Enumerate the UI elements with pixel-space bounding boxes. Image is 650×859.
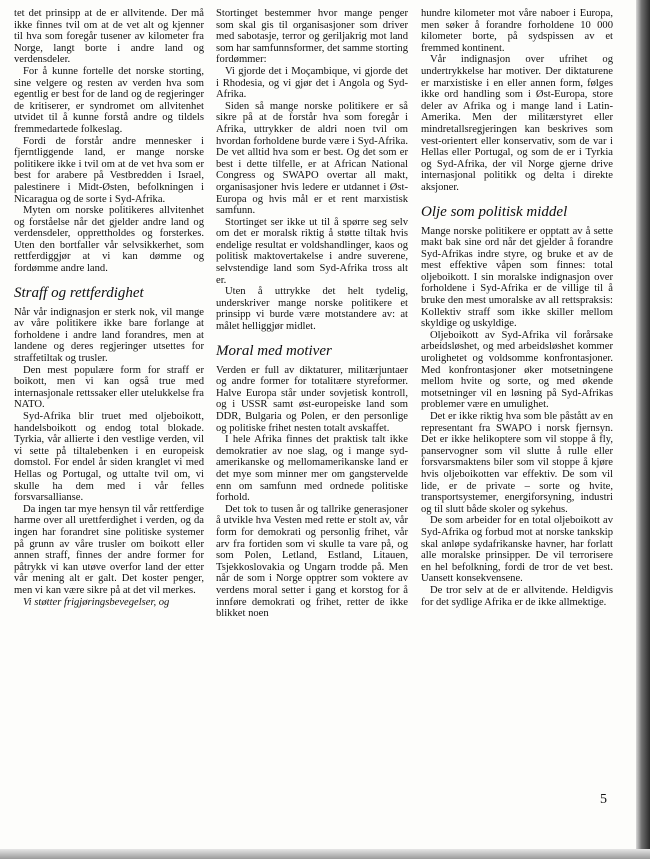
paragraph: Vår indignasjon over ufrihet og undertrykkelse har motiver. Der diktaturene er marxistiske i en eller annen form, følges ikke ord handling som i Øst-Europa, store deler av Afrika og i mange land i Latin-Amerika. Men der militærstyret eller mindretallsregjeringen kan beskrives som vest-orientert eller konservativ, som de var i Hellas eller Portugal, og som de er i Tyrkia og Syd-Afrika, der vil Norge gjerne drive internasjonal politikk og delta i direkte aksjoner. [421,54,613,193]
paragraph: Stortinget bestemmer hvor mange penger som skal gis til organisasjoner som driver med sabotasje, terror og geriljakrig mot land som har samfunnsformer, det samme storting fordømmer: [216,8,408,66]
paragraph: Det tok to tusen år og tallrike generasjoner å utvikle hva Vesten med rette er stolt av, vår form for demokrati og personlig frihet, vår arv fra fortiden som vi skulle ta vare på, og som Polen, Letland, Estland, Litauen, Tsjekkoslovakia og Ungarn trodde på. Men når de som i Norge opptrer som voktere av verdens moral setter i gang et korstog for å innføre demokrati og frihet, retter de ikke blikket noen [216,503,408,620]
paragraph: Oljeboikott av Syd-Afrika vil forårsake arbeidsløshet, og med arbeidsløshet kommer urolighetet og voldsomme konfrontasjoner. Med konfrontasjoner øker motsetningene mellom hvite og sorte, og med økende motsetninger vil en løsning på Syd-Afrikas problemer være en umulighet. [421,329,613,411]
paragraph: Fordi de forstår andre mennesker i fjerntliggende land, er mange norske politikere ikke i tvil om at de vet hva som er best for arabere på Vestbredden i Israel, palestinere i Midt-Østen, befolkningen i Nicaragua og de sorte i Syd-Afrika. [14,135,204,205]
scan-edge-right [636,0,650,859]
paragraph: For å kunne fortelle det norske storting, sine velgere og resten av verden hva som egentlig er best for de land og de regjeringer de kritiserer, er syndromet om allvitenhet utvidet til å kunne forstå andre og tildels fremmedartede folkeslag. [14,65,204,135]
paragraph: De tror selv at de er allvitende. Heldigvis for det sydlige Afrika er de ikke allmektige. [421,584,613,608]
paragraph: I hele Afrika finnes det praktisk talt ikke demokratier av noe slag, og i mange syd-amerikanske og mellomamerikanske land er det mye som minner mer om gangstervelde enn om samfunn med ordnede politiske forhold. [216,434,408,504]
paragraph: Stortinget ser ikke ut til å spørre seg selv om det er moralsk riktig å støtte tiltak hvis endelige resultat er voldshandlinger, kaos og politisk maktovertakelse i andre suverene, selvstendige land som Syd-Afrika tross alt er. [216,216,408,286]
scan-edge-bottom [0,849,650,859]
paragraph: Vi gjorde det i Moçambique, vi gjorde det i Rhodesia, og vi gjør det i Angola og Syd-Afrika. [216,65,408,101]
paragraph: Siden så mange norske politikere er så sikre på at de forstår hva som foregår i Afrika, uttrykker de aldri noen tvil om hvordan forholdene burde være i Syd-Afrika. De vet alltid hva som er best. Og det som er best i dette tilfelle, er at African National Congress og SWAPO overtar all makt, organisasjoner hvis ledere er utdannet i Øst-Europa og hvis mål er et rent marxistisk samfunn. [216,100,408,217]
column-2 [216,8,408,620]
paragraph: De som arbeider for en total oljeboikott av Syd-Afrika og forbud mot at norske tankskip skal anløpe sydafrikanske havner, har forlatt alle moralske prinsipper. De vil terrorisere en hel befolkning, fordi de tror de vet best. Uansett konsekvensene. [421,515,613,585]
page-number: 5 [600,792,607,807]
paragraph: Den mest populære form for straff er boikott, men vi kan også true med internasjonale rettssaker eller utelukkelse fra NATO. [14,364,204,411]
paragraph: Når vår indignasjon er sterk nok, vil mange av våre politikere ikke bare forlange at forholdene i andre land forandres, men at landene og deres regjeringer utsettes for straffetiltak og trusler. [14,306,204,365]
paragraph: Myten om norske politikeres allvitenhet og forståelse når det gjelder andre land og verdensdeler, opprettholdes og forsterkes. Uten den bortfaller vår selvsikkerhet, som rettferdiggjør at vi kan dømme og fordømme andre land. [14,205,204,275]
paragraph: tet det prinsipp at de er allvitende. Der må ikke finnes tvil om at de vet alt og kjenner til hva som foregår tusener av kilometer fra Norge, langt borte i andre land og verdensdeler. [14,8,204,66]
column-3 [421,8,613,608]
paragraph: Da ingen tar mye hensyn til vår rettferdige harme over all urettferdighet i verden, og da ingen har forandret sine politiske systemer på grunn av våre trusler om boikott eller annen straff, finnes der andre former for påtrykk vi kan utøve overfor land der etter vår mening alt er galt. Det koster penger, men vi kan være sikre på at det vil merkes. [14,503,204,596]
section-heading-straff: Straff og rettferdighet [14,284,144,301]
paragraph: Vi støtter frigjøringsbevegelser, og [23,596,170,608]
column-1 [14,8,204,608]
section-heading-moral: Moral med motiver [216,342,332,359]
section-heading-olje: Olje som politisk middel [421,203,568,220]
paragraph: Mange norske politikere er opptatt av å sette makt bak sine ord når det gjelder å forandre Syd-Afrikas indre styre, og bruke et av de mest effektive våpen som finnes: total oljeboikott. I sin moralske indignasjon over forholdene i Syd-Afrika er de villige til å bruke den mest umoralske av all rettspraksis: Kollektiv straff som ikke skiller mellom skyldige og uskyldige. [421,225,613,330]
paragraph: Syd-Afrika blir truet med oljeboikott, handelsboikott og endog total blokade. Tyrkia, vår allierte i den vestlige verden, vil vi sette på tiltalebenken i en europeisk domstol. For endel år siden kranglet vi med Hellas og Portugal, og uttalte tvil om, vi skulle ha dem med i vår felles forsvarsallianse. [14,411,204,504]
paragraph: Verden er full av diktaturer, militærjuntaer og andre former for totalitære styreformer. Halve Europa står under sovjetisk kontroll, og i USSR samt øst-europeiske land som DDR, Bulgaria og Polen, er den personlige og politiske frihet nesten totalt avskaffet. [216,364,408,434]
paragraph: hundre kilometer mot våre naboer i Europa, men søker å forandre forholdene 10 000 kilometer borte, på sydspissen av et fremmed kontinent. [421,8,613,54]
paragraph: Uten å uttrykke det helt tydelig, underskriver mange norske politikere et prinsipp vi burde være motstandere av: at målet helliggjør midlet. [216,286,408,333]
paragraph: Det er ikke riktig hva som ble påstått av en representant fra SWAPO i norsk fjernsyn. Det er ikke helikoptere som vil stoppe å fly, panservogner som vil slutte å rulle eller forsvarsmaktens biler som vil stoppe å kjøre hvis oljeboikotten var effektiv. De som vil lide, er de private – sorte og hvite, transportsystemer, energiforsyning, industri og til slutt både skoler og sykehus. [421,411,613,515]
